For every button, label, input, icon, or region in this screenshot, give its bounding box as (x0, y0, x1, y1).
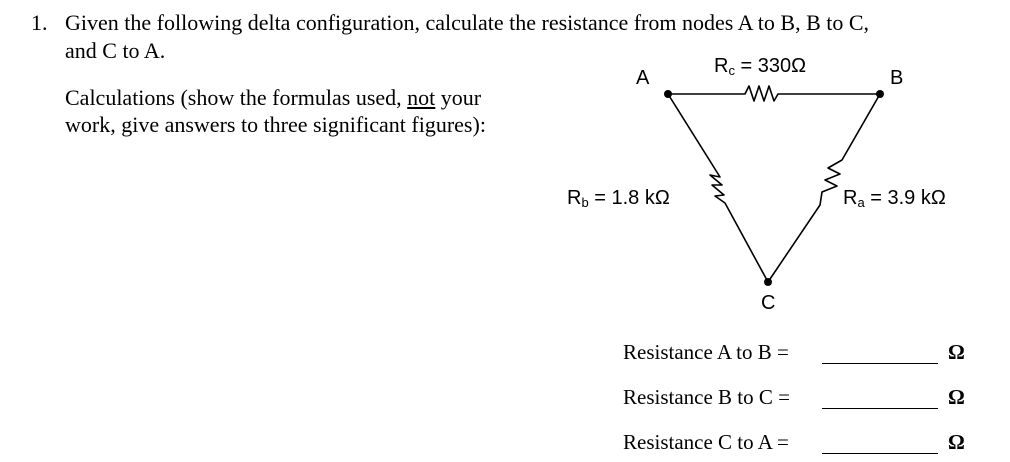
answer-ab-blank[interactable] (822, 363, 938, 364)
answer-bc-unit: Ω (948, 385, 965, 409)
answer-ca-unit: Ω (948, 430, 965, 454)
node-b-label: B (890, 67, 904, 89)
ra-label (843, 187, 946, 210)
wire-ab (668, 86, 880, 101)
answer-ca-blank[interactable] (822, 453, 938, 454)
calc-suffix: your (435, 85, 482, 110)
calc-underlined-word: not (407, 85, 436, 110)
node-a-dot (664, 90, 672, 98)
ra-symbol: R (843, 187, 858, 209)
answer-bc-label: Resistance B to C = (623, 385, 790, 409)
rc-symbol: R (714, 55, 729, 77)
answer-bc-blank[interactable] (822, 408, 938, 409)
rb-label (567, 187, 670, 210)
wire-ac (668, 94, 768, 282)
answer-ab-label: Resistance A to B = (623, 340, 789, 364)
calc-line2: work, give answers to three significant figures): (65, 112, 486, 137)
calc-prefix: Calculations (show the formulas used, (65, 85, 408, 110)
question-text-line2: and C to A. (65, 38, 166, 63)
ra-subscript: a (857, 195, 865, 210)
rc-value: = 330Ω (734, 55, 807, 77)
answer-ab-unit: Ω (948, 340, 965, 364)
node-a-label: A (636, 67, 650, 89)
question-number: 1. (31, 10, 48, 35)
rc-label (714, 55, 806, 78)
rb-symbol: R (567, 187, 582, 209)
answer-ca-label: Resistance C to A = (623, 430, 789, 454)
ra-value: = 3.9 kΩ (864, 187, 946, 209)
wire-bc (768, 94, 880, 282)
node-b-dot (876, 90, 884, 98)
node-c-label: C (761, 292, 776, 314)
question-text-line1: Given the following delta configuration, calculate the resistance from nodes A to B, B to C, (65, 10, 870, 35)
rb-subscript: b (581, 195, 589, 210)
node-c-dot (764, 278, 772, 286)
rb-value: = 1.8 kΩ (588, 187, 670, 209)
rc-subscript: c (728, 63, 735, 78)
